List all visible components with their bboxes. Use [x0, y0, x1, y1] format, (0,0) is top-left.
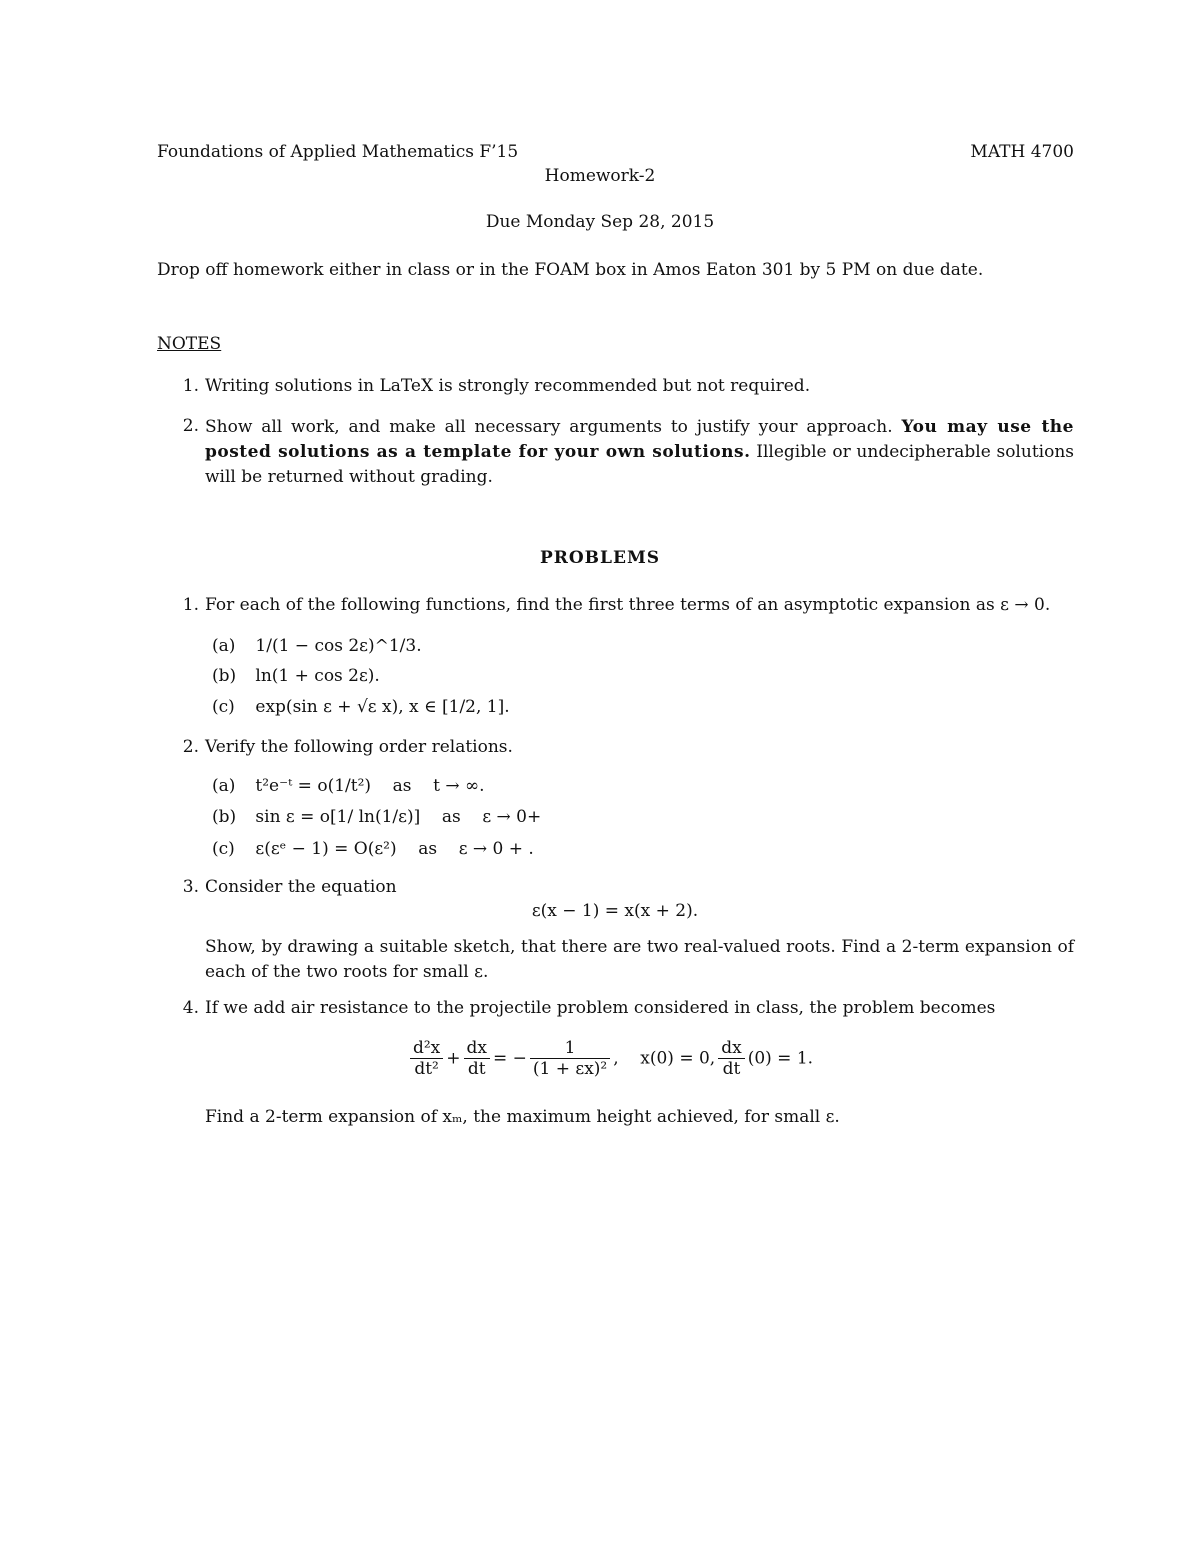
problem-2a — [212, 775, 485, 798]
problem-number: 3. — [182, 877, 199, 897]
problem-text: Verify the following order relations. — [205, 737, 513, 757]
fraction — [718, 1038, 744, 1080]
note-text-bold: You may use the posted solutions as a template for your own solutions. — [205, 417, 1074, 462]
note-text — [205, 415, 1074, 490]
denominator: dt² — [414, 1059, 439, 1080]
problem-2c — [212, 838, 534, 861]
problem-2b — [212, 806, 541, 829]
course-code: MATH 4700 — [970, 142, 1074, 162]
dropoff-instructions: Drop off homework either in class or in the FOAM box in Amos Eaton 301 by 5 PM on due date. — [157, 260, 984, 280]
note-number: 2. — [182, 416, 199, 436]
problem-text: Find a 2-term expansion of xₘ, the maximum height achieved, for small ε. — [205, 1107, 840, 1127]
note-text-part: Show all work, and make all necessary arguments to justify your approach. — [205, 417, 902, 437]
page-title: Homework-2 — [544, 166, 656, 186]
part-label: (c) — [212, 697, 235, 717]
part-expression: ln(1 + cos 2ε). — [255, 666, 380, 686]
problem-text: If we add air resistance to the projectile problem considered in class, the problem becomes — [205, 998, 996, 1018]
denominator: (1 + εx)² — [532, 1059, 608, 1080]
part-label: (a) — [212, 636, 236, 656]
part-expression: t²e⁻ᵗ = o(1/t²) as t → ∞. — [255, 776, 485, 796]
fraction — [410, 1038, 443, 1080]
part-label: (a) — [212, 776, 236, 796]
denominator: dt — [722, 1059, 741, 1080]
part-expression: ε(εᵉ − 1) = O(ε²) as ε → 0 + . — [255, 839, 534, 859]
problem-1b — [212, 665, 380, 688]
course-name: Foundations of Applied Mathematics F’15 — [157, 142, 519, 162]
numerator: dx — [464, 1038, 490, 1059]
initial-condition: , x(0) = 0, — [613, 1048, 716, 1069]
part-expression: exp(sin ε + √ε x), x ∈ [1/2, 1]. — [255, 697, 510, 717]
problem-text: For each of the following functions, find the first three terms of an asymptotic expansion as ε → 0. — [205, 595, 1051, 615]
operator: = − — [492, 1048, 527, 1069]
due-date: Due Monday Sep 28, 2015 — [485, 212, 715, 232]
note-number: 1. — [182, 376, 199, 396]
numerator: d²x — [410, 1038, 443, 1059]
problem-3-equation: ε(x − 1) = x(x + 2). — [531, 901, 699, 921]
problems-heading: PROBLEMS — [539, 548, 661, 568]
part-expression: sin ε = o[1/ ln(1/ε)] as ε → 0+ — [255, 807, 542, 827]
part-label: (b) — [212, 666, 237, 686]
initial-condition: (0) = 1. — [747, 1048, 814, 1069]
fraction — [464, 1038, 490, 1080]
problem-number: 4. — [182, 998, 199, 1018]
part-label: (b) — [212, 807, 237, 827]
note-text-part: Illegible or undecipherable solutions will be returned without grading. — [205, 442, 1074, 487]
problem-1a — [212, 635, 422, 658]
problem-text: Show, by drawing a suitable sketch, that there are two real-valued roots. Find a 2-term expansion of each of the two roots for small ε. — [205, 937, 1074, 982]
part-expression: 1/(1 − cos 2ε)^1/3. — [255, 636, 422, 656]
problem-1c — [212, 696, 510, 719]
denominator: dt — [467, 1059, 486, 1080]
fraction — [530, 1038, 610, 1080]
numerator: dx — [718, 1038, 744, 1059]
problem-text: Consider the equation — [205, 877, 397, 897]
problem-number: 1. — [182, 595, 199, 615]
part-label: (c) — [212, 839, 235, 859]
note-text: Writing solutions in LaTeX is strongly recommended but not required. — [205, 376, 811, 396]
ode-equation — [0, 1038, 1200, 1080]
operator: + — [446, 1048, 461, 1069]
problem-number: 2. — [182, 737, 199, 757]
notes-heading: NOTES — [157, 334, 222, 354]
numerator: 1 — [530, 1038, 610, 1059]
